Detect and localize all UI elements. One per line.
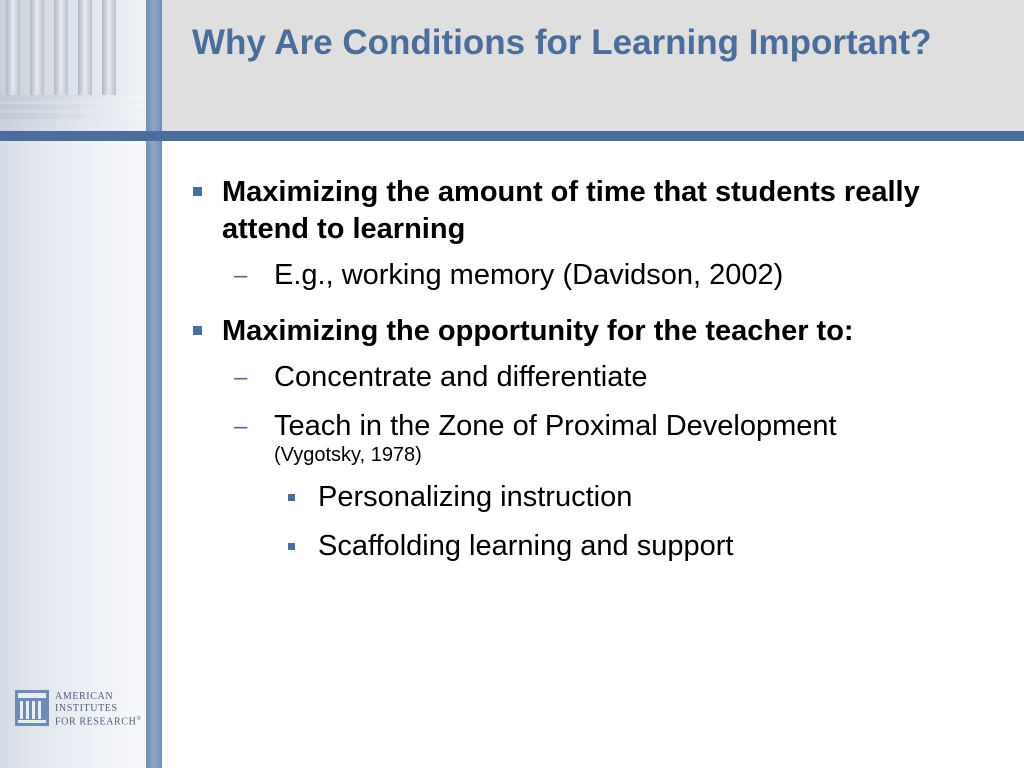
- sub-item-2-1: [190, 360, 980, 395]
- dash-bullet-icon: –: [234, 262, 248, 289]
- sub-sub-item-2: [190, 529, 980, 564]
- bullet-text: Maximizing the amount of time that students really attend to learning: [222, 176, 920, 245]
- sub-item-1-1: [190, 258, 980, 293]
- bullet-item-1: [190, 174, 980, 248]
- sub-item-text: Concentrate and differentiate: [274, 361, 648, 393]
- square-bullet-icon: [193, 326, 202, 335]
- title-divider: [0, 131, 1024, 141]
- organization-logo: [15, 690, 140, 730]
- sub-item-text: E.g., working memory (Davidson, 2002): [274, 259, 784, 291]
- bullet-text: Maximizing the opportunity for the teacher to:: [222, 315, 854, 347]
- small-square-bullet-icon: [288, 543, 295, 550]
- small-square-bullet-icon: [288, 494, 295, 501]
- left-decorative-panel: [0, 0, 146, 768]
- title-band: [162, 0, 1024, 131]
- dash-bullet-icon: –: [234, 413, 248, 440]
- dash-bullet-icon: –: [234, 364, 248, 391]
- columns-logo-icon: [15, 690, 49, 726]
- vertical-accent-bar: [146, 0, 162, 768]
- slide-title: Why Are Conditions for Learning Important?: [192, 23, 932, 62]
- sub-sub-item-1: [190, 480, 980, 515]
- citation: (Vygotsky, 1978): [274, 444, 422, 466]
- sub-item-2-2: [190, 409, 980, 466]
- sub-sub-item-text: Personalizing instruction: [318, 481, 633, 513]
- bullet-item-2: [190, 313, 980, 350]
- square-bullet-icon: [193, 187, 202, 196]
- sub-sub-item-text: Scaffolding learning and support: [318, 530, 734, 562]
- logo-wordmark: AMERICAN INSTITUTES FOR RESEARCH®: [55, 691, 142, 728]
- sub-item-text: Teach in the Zone of Proximal Development: [274, 410, 837, 442]
- building-columns-image: [0, 0, 146, 132]
- slide-body: [190, 174, 980, 578]
